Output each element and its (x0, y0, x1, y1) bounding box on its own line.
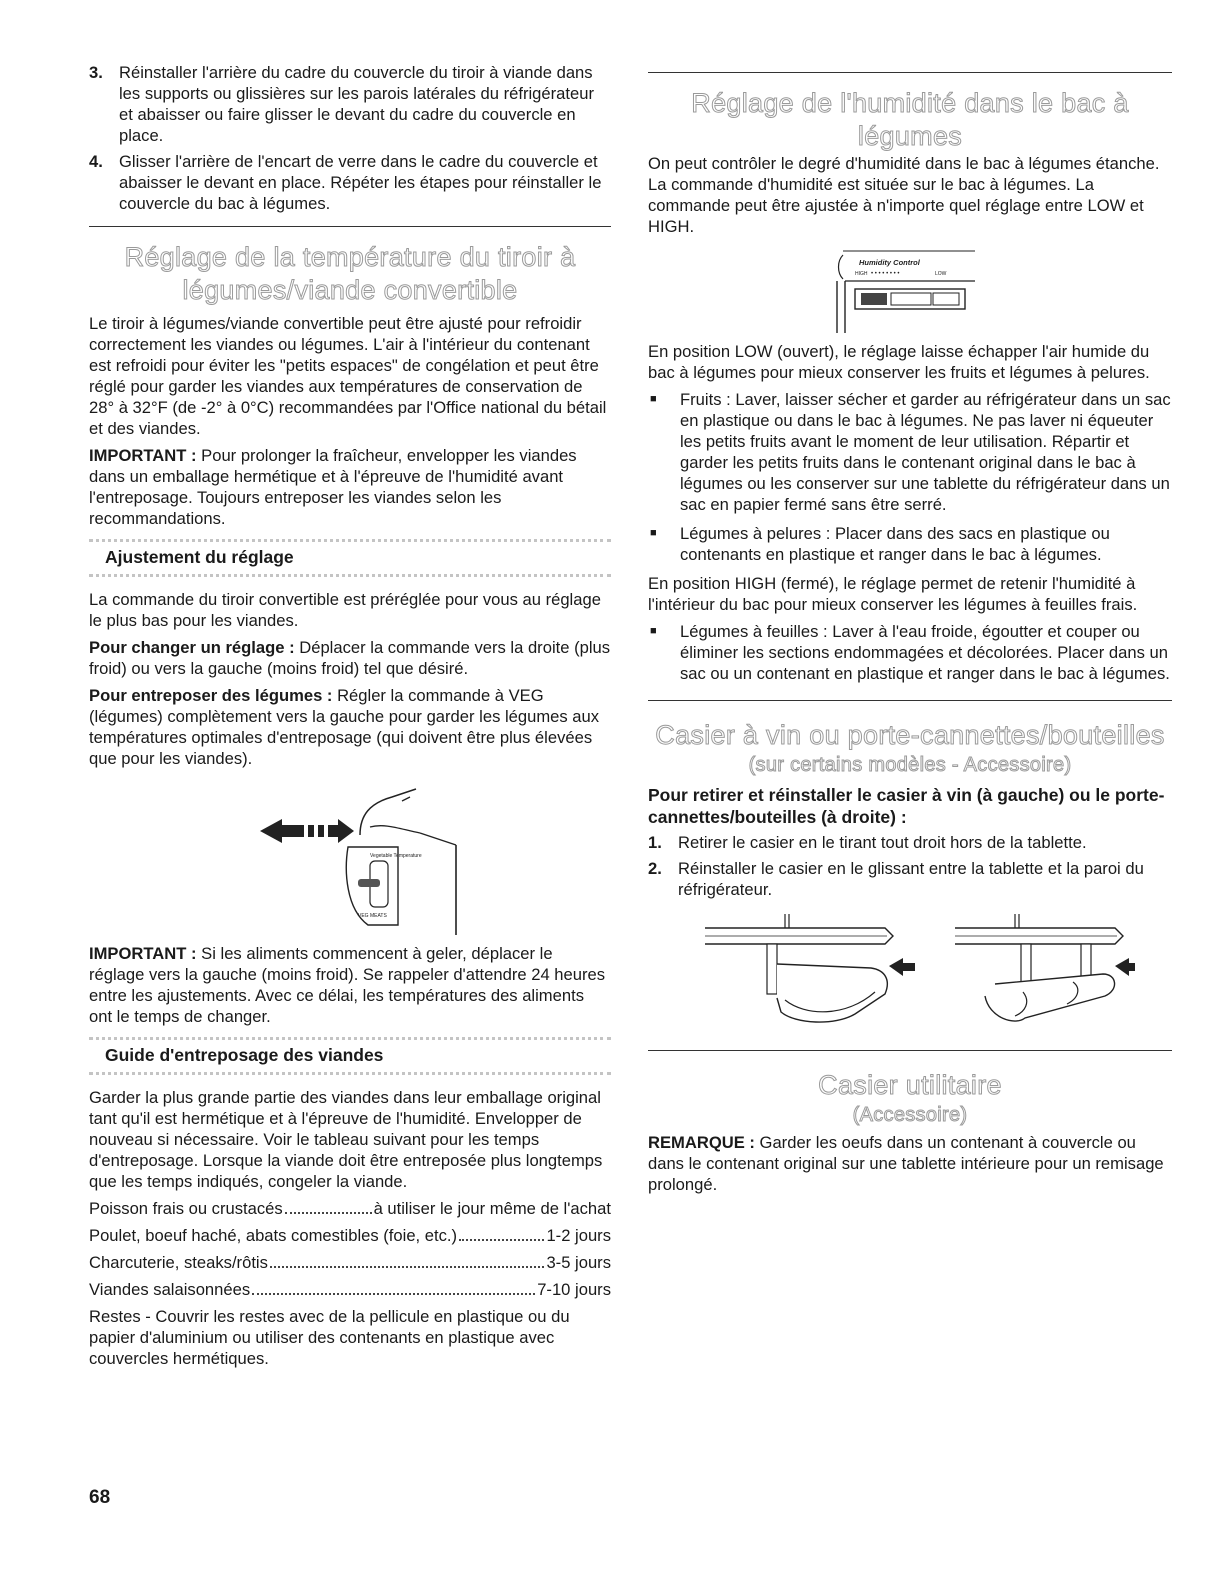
storage-row (89, 1252, 611, 1273)
left-column (89, 62, 611, 1375)
temperature-paragraph: Le tiroir à légumes/viande convertible peut être ajusté pour refroidir correctement les viandes ou légumes. L'air à l'intérieur du contenant est refroidi pour éviter les "petits espaces" de congélation et peut être réglé pour garder les viandes aux températures de conservation de 28° à 32°F (de -2° à 0°C) recommandées par l'Office national du bétail et des viandes. (89, 314, 607, 438)
storage-row (89, 1225, 611, 1246)
step-text: Réinstaller le casier en le glissant entre la tablette et la paroi du réfrigérateur. (678, 859, 1144, 899)
section-title-line: Réglage de la température du tiroir à (124, 242, 576, 272)
storage-item: Poisson frais ou crustacés (89, 1199, 283, 1218)
remark-label: REMARQUE : (648, 1133, 755, 1152)
storage-time: 7-10 jours (537, 1280, 611, 1299)
figure-label: Vegetable Temperature (370, 853, 422, 859)
section-title-wine-rack: Casier à vin ou porte-cannettes/bouteilles (655, 720, 1165, 750)
leftovers-paragraph: Restes - Couvrir les restes avec de la pellicule en plastique ou du papier d'aluminium ou utiliser des contenants en plastique avec couvercles hermétiques. (89, 1307, 570, 1368)
leader-dots (270, 1252, 545, 1268)
step-2 (648, 858, 1172, 900)
right-column (648, 62, 1172, 1201)
subheading-meat-guide: Guide d'entreposage des viandes (89, 1037, 611, 1075)
step-number: 1. (648, 833, 662, 852)
remark-text: Garder les oeufs dans un contenant à couvercle ou dans le contenant original sur une tablette intérieure pour un remisage prolongé. (648, 1133, 1164, 1194)
storage-time: 1-2 jours (546, 1226, 611, 1245)
section-subtitle-utility-bin: (Accessoire) (852, 1104, 968, 1126)
high-position-paragraph: En position HIGH (fermé), le réglage permet de retenir l'humidité à l'intérieur du bac pour mieux conserver les légumes à feuilles frais. (648, 574, 1138, 614)
step-4 (89, 151, 611, 214)
step-text: Retirer le casier en le tirant tout droit hors de la tablette. (678, 833, 1087, 852)
low-position-paragraph: En position LOW (ouvert), le réglage laisse échapper l'air humide du bac à légumes pour mieux conserver les fruits et légumes à pelures. (648, 342, 1150, 382)
humidity-control-illustration (835, 247, 985, 333)
leader-dots (285, 1198, 372, 1214)
step-number: 3. (89, 63, 103, 82)
remark-paragraph (648, 1132, 1172, 1195)
store-vegetables-paragraph (89, 685, 611, 769)
meat-guide-paragraph: Garder la plus grande partie des viandes dans leur emballage original tant qu'il est hermétique et à l'épreuve de l'humidité. Envelopper de nouveau si nécessaire. Voir le tableau suivant pour les temps d'entreposage. Lorsque la viande doit être entreposée plus longtemps que les temps indiqués, congeler la viande. (89, 1088, 603, 1191)
humidity-control-label: Humidity Control (859, 258, 920, 267)
list-item (648, 621, 1172, 684)
change-setting-text: Déplacer la commande vers la droite (plus froid) ou vers la gauche (moins froid) tel que désiré. (89, 638, 611, 678)
bullet-icon: ■ (650, 527, 657, 539)
section-subtitle-wine-rack: (sur certains modèles - Accessoire) (748, 754, 1072, 776)
temperature-control-illustration (220, 775, 480, 935)
wine-rack-figure (705, 914, 915, 1022)
storage-time: 3-5 jours (546, 1253, 611, 1272)
important-text: Si les aliments commencent à geler, déplacer le réglage vers la gauche (moins froid). Se rappeler d'attendre 24 heures entre les ajustements. Avec ce délai, les températures des aliments ont le temps de changer. (89, 944, 606, 1026)
left-arrow-icon (260, 819, 304, 843)
important-label: IMPORTANT : (89, 446, 197, 465)
change-setting-label: Pour changer un réglage : (89, 638, 295, 657)
section-title-line: Réglage de l'humidité dans le bac à (691, 88, 1129, 118)
important-label: IMPORTANT : (89, 944, 197, 963)
important-note-2 (89, 943, 611, 1027)
important-note-1 (89, 445, 611, 529)
section-divider (648, 700, 1172, 701)
section-title-temperature (89, 241, 611, 307)
wine-rack-illustration (685, 908, 1135, 1036)
page-number: 68 (89, 1487, 111, 1508)
section-title-line: légumes/viande convertible (182, 275, 518, 305)
left-arrow-icon (889, 958, 915, 976)
step-number: 4. (89, 152, 103, 171)
list-item-text: Fruits : Laver, laisser sécher et garder au réfrigérateur dans un sac en plastique ou dans le bac à légumes. Ne pas laver ni équeuter les petits fruits avant le moment de leur utilisation. Répartir et garder les petits fruits dans le contenant original dans le bac à légumes ou les conserver sur une tablette du réfrigérateur dans un sac en papier fermé sans être serré. (680, 390, 1171, 514)
section-title-humidity (648, 87, 1172, 153)
leader-dots (252, 1279, 535, 1295)
store-vegetables-label: Pour entreposer des légumes : (89, 686, 333, 705)
storage-row (89, 1279, 611, 1300)
adjustment-paragraph: La commande du tiroir convertible est préréglée pour vous au réglage le plus bas pour les viandes. (89, 590, 601, 630)
step-1 (648, 832, 1172, 853)
figure-label: VEG MEATS (358, 913, 387, 919)
can-rack-figure (955, 914, 1135, 1021)
storage-time: à utiliser le jour même de l'achat (373, 1199, 611, 1218)
section-divider (648, 1050, 1172, 1051)
change-setting-paragraph (89, 637, 611, 679)
section-divider (89, 226, 611, 227)
step-3 (89, 62, 611, 146)
storage-row (89, 1198, 611, 1219)
section-title-line: légumes (857, 121, 963, 151)
list-item-text: Légumes à feuilles : Laver à l'eau froide, égoutter et couper ou éliminer les sections endommagées et décolorées. Placer dans un sac ou un contenant en plastique et ranger dans le bac à légumes. (680, 622, 1170, 683)
bullet-icon: ■ (650, 625, 657, 637)
leader-dots (459, 1225, 544, 1241)
section-title-utility-bin: Casier utilitaire (818, 1070, 1002, 1100)
important-text: Pour prolonger la fraîcheur, envelopper les viandes dans un emballage hermétique et à l'épreuve de l'humidité avant l'entreposage. Toujours entreposer les viandes selon les recommandations. (89, 446, 577, 528)
svg-text:• • • • • • • •: • • • • • • • • (871, 271, 900, 277)
humidity-high-label: HIGH (855, 271, 868, 277)
bullet-icon: ■ (650, 393, 657, 405)
step-text: Glisser l'arrière de l'encart de verre dans le cadre du couvercle et abaisser le devant en place. Répéter les étapes pour réinstaller le couvercle du bac à légumes. (119, 152, 602, 213)
storage-item: Viandes salaisonnées (89, 1280, 251, 1299)
storage-item: Charcuterie, steaks/rôtis (89, 1253, 268, 1272)
store-vegetables-text: Régler la commande à VEG (légumes) complètement vers la gauche pour garder les légumes aux températures optimales d'entreposage (qui doivent être plus élevées que pour les viandes). (89, 686, 600, 768)
step-number: 2. (648, 859, 662, 878)
left-arrow-icon (1115, 958, 1135, 976)
subheading-adjustment: Ajustement du réglage (89, 539, 611, 577)
section-divider (648, 72, 1172, 73)
storage-item: Poulet, boeuf haché, abats comestibles (foie, etc.) (89, 1226, 458, 1245)
step-text: Réinstaller l'arrière du cadre du couvercle du tiroir à viande dans les supports ou glissières sur les parois latérales du réfrigérateur et abaisser ou faire glisser le devant du cadre du couvercle en place. (119, 63, 594, 145)
list-item (648, 523, 1172, 565)
humidity-paragraph: On peut contrôler le degré d'humidité dans le bac à légumes étanche. La commande d'humidité est située sur le bac à légumes. La commande peut être ajustée à n'importe quel réglage entre LOW et HIGH. (648, 154, 1160, 236)
wine-rack-instructions-heading: Pour retirer et réinstaller le casier à vin (à gauche) ou le porte-cannettes/bouteilles (à droite) : (648, 785, 1165, 827)
list-item (648, 389, 1172, 515)
list-item-text: Légumes à pelures : Placer dans des sacs en plastique ou contenants en plastique et ranger dans le bac à légumes. (680, 524, 1110, 564)
humidity-low-label: LOW (935, 271, 947, 277)
